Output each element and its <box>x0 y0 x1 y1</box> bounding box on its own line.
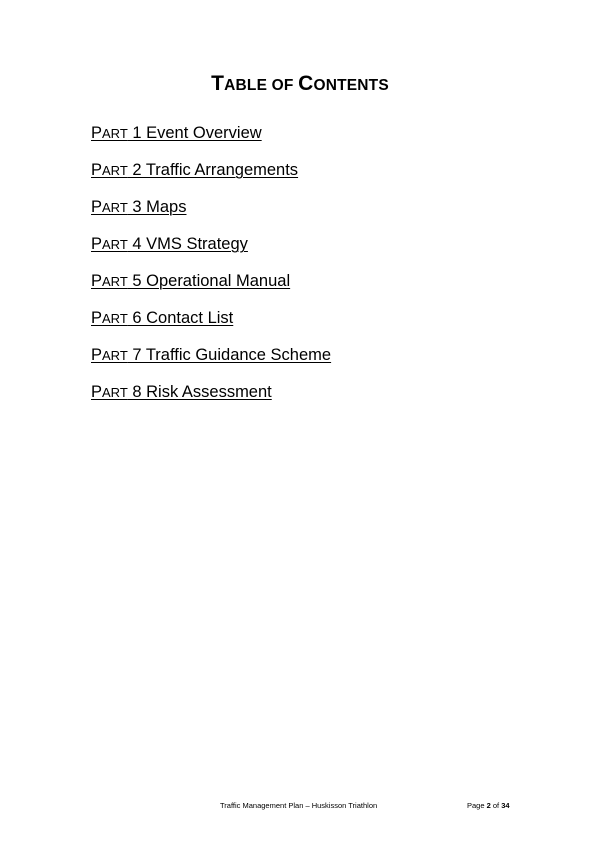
toc-item-part-4 <box>91 233 331 270</box>
toc-link-traffic-guidance-scheme[interactable]: PART 7 Traffic Guidance Scheme <box>91 346 332 364</box>
toc-item-part-1 <box>91 122 331 159</box>
toc-item-part-3 <box>91 196 331 233</box>
footer-page-number: Page 2 of 34 <box>467 801 510 810</box>
footer-document-name: Traffic Management Plan – Huskisson Triathlon <box>220 801 378 810</box>
toc-link-operational-manual[interactable]: PART 5 Operational Manual <box>91 272 291 290</box>
toc-link-risk-assessment[interactable]: PART 8 Risk Assessment <box>91 383 272 401</box>
toc-link-vms-strategy[interactable]: PART 4 VMS Strategy <box>91 235 248 253</box>
toc-link-traffic-arrangements[interactable]: PART 2 Traffic Arrangements <box>91 161 299 179</box>
toc-item-part-5 <box>91 270 331 307</box>
table-of-contents <box>91 122 331 418</box>
toc-link-event-overview[interactable]: PART 1 Event Overview <box>91 124 262 142</box>
toc-link-maps[interactable]: PART 3 Maps <box>91 198 187 216</box>
toc-item-part-6 <box>91 307 331 344</box>
page-title: TABLE OF CONTENTS <box>211 72 389 95</box>
toc-item-part-8 <box>91 381 331 418</box>
toc-item-part-2 <box>91 159 331 196</box>
toc-link-contact-list[interactable]: PART 6 Contact List <box>91 309 234 327</box>
toc-item-part-7 <box>91 344 331 381</box>
